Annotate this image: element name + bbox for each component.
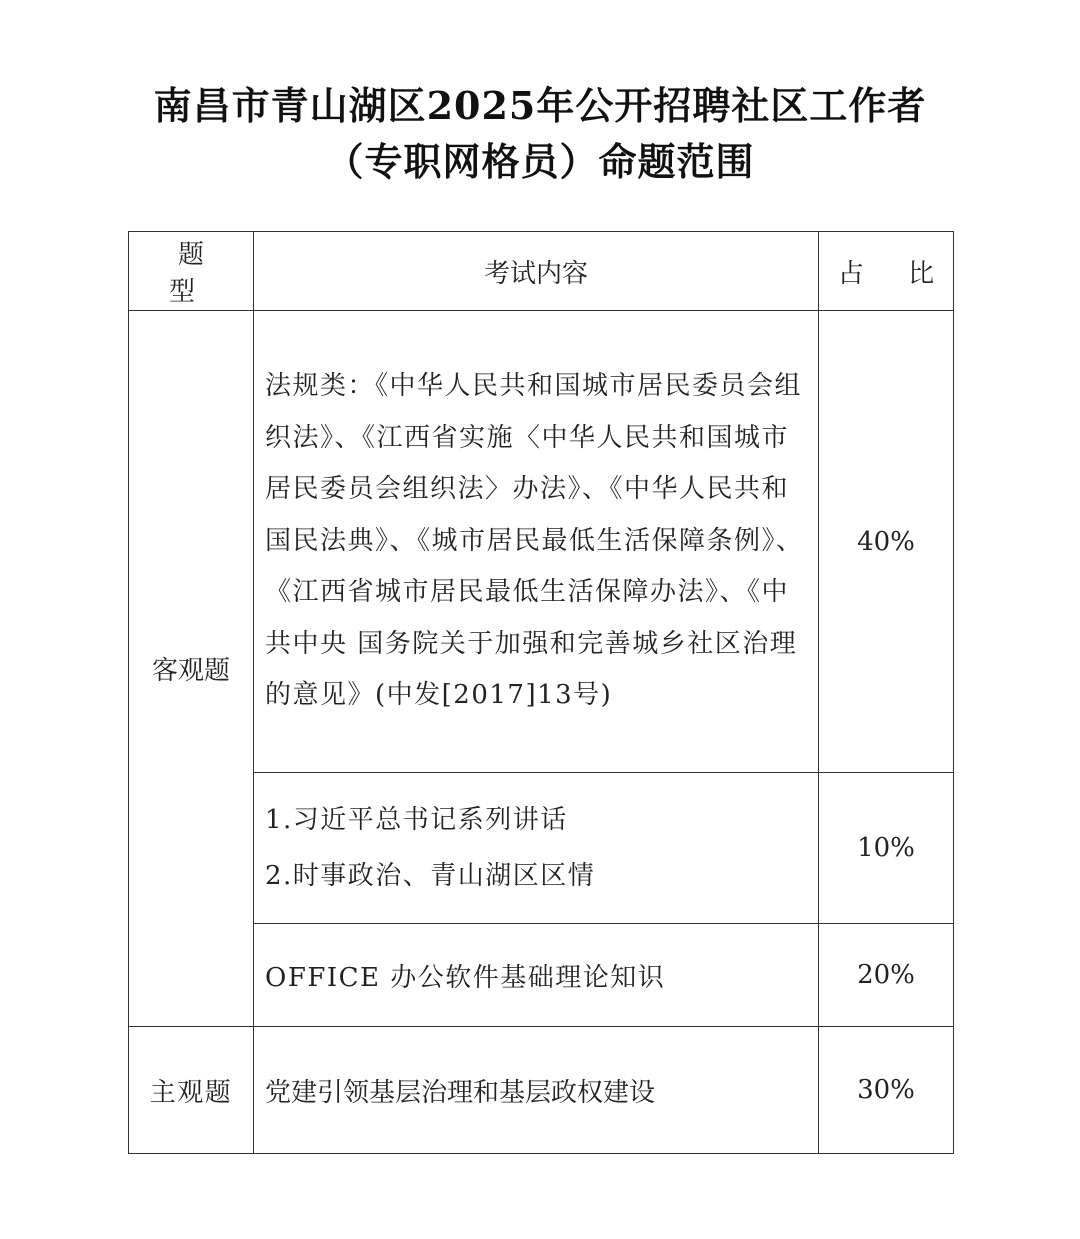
content-office: OFFICE 办公软件基础理论知识 <box>254 924 819 1027</box>
title-line-1: 南昌市青山湖区2025年公开招聘社区工作者 <box>153 83 927 128</box>
content-subjective: 党建引领基层治理和基层政权建设 <box>254 1027 819 1154</box>
table-header-row <box>129 232 954 311</box>
content-laws: 法规类：《中华人民共和国城市居民委员会组织法》、《江西省实施〈中华人民共和国城市居民委员会组织法〉办法》、《中华人民共和国民法典》、《城市居民最低生活保障条例》、《江西省城市居民最低生活保障办法》、《中共中央 国务院关于加强和完善城乡社区治理的意见》(中发[2017]13号) <box>254 311 819 773</box>
header-type: 题 型 <box>129 232 254 311</box>
category-objective: 客观题 <box>129 311 254 1027</box>
ratio-office: 20% <box>819 924 954 1027</box>
header-content: 考试内容 <box>254 232 819 311</box>
ratio-politics: 10% <box>819 773 954 924</box>
document-title <box>0 78 1080 190</box>
table-row <box>129 1027 954 1154</box>
exam-scope-table <box>128 231 954 1154</box>
list-item: 1.习近平总书记系列讲话 <box>265 805 568 835</box>
content-politics <box>254 773 819 924</box>
category-subjective: 主观题 <box>129 1027 254 1154</box>
ratio-subjective: 30% <box>819 1027 954 1154</box>
header-ratio: 占 比 <box>819 232 954 311</box>
table-row <box>129 311 954 773</box>
list-item: 2.时事政治、青山湖区区情 <box>265 861 596 891</box>
ratio-laws: 40% <box>819 311 954 773</box>
title-line-2: （专职网格员）命题范围 <box>325 139 755 184</box>
